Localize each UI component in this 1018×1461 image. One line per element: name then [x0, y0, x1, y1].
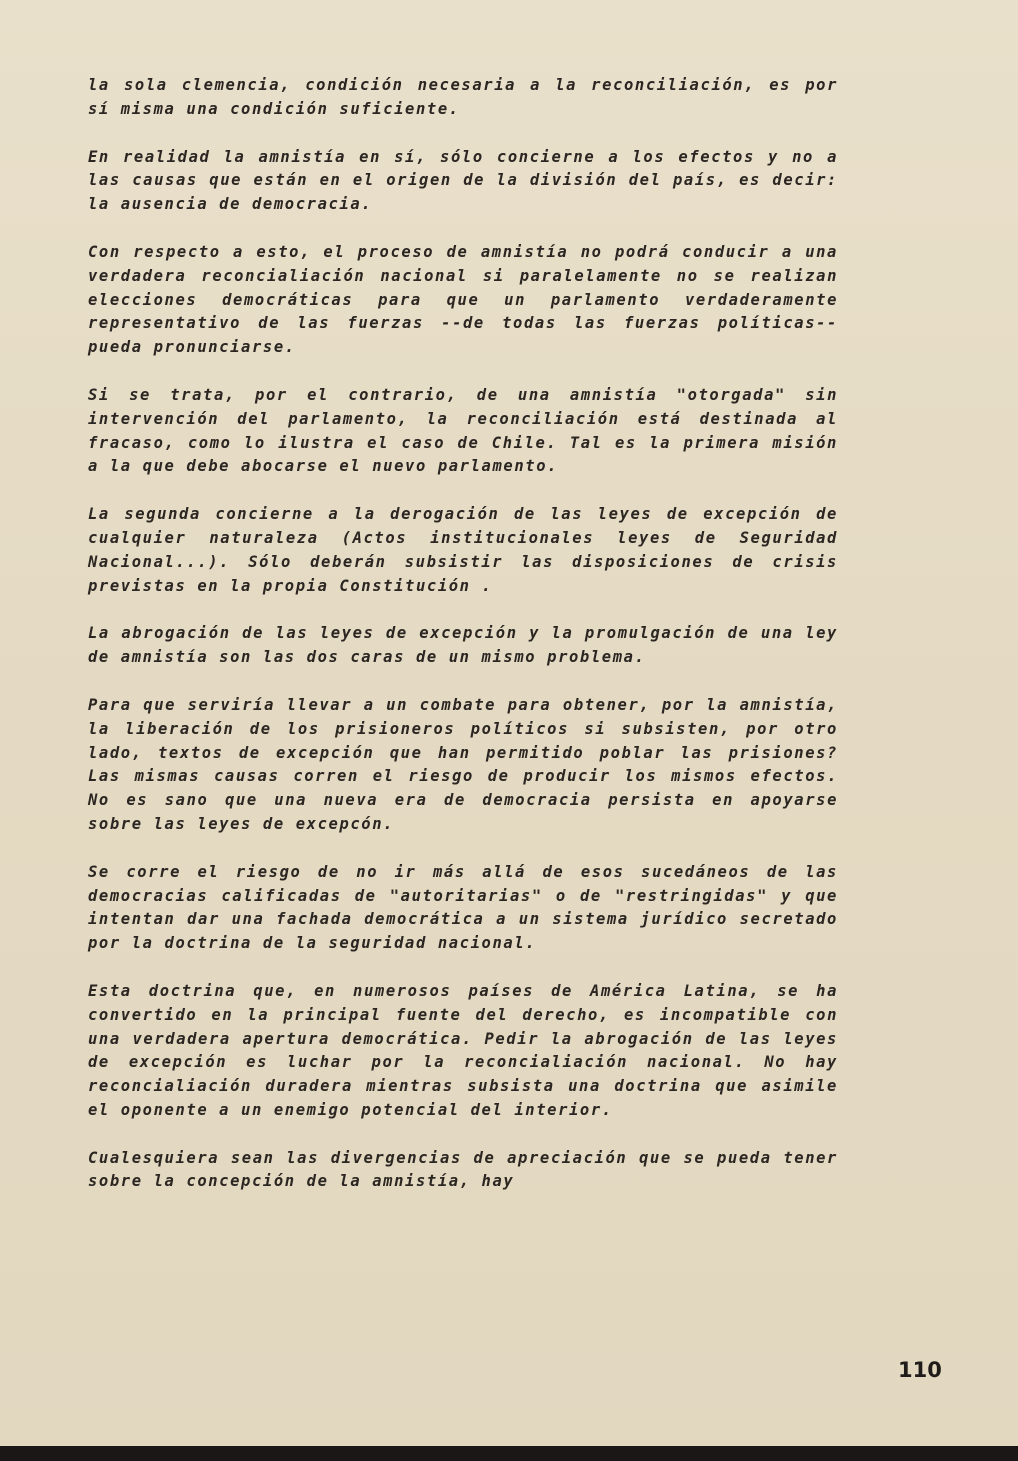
paragraph-1: la sola clemencia, condición necesaria a la reconciliación, es por sí misma una condición suficiente.: [88, 76, 838, 118]
paragraph-4: Si se trata, por el contrario, de una amnistía "otorgada" sin intervención del parlamento, la reconciliación está destinada al fracaso, como lo ilustra el caso de Chile. Tal es la primera misión a la que debe abocarse el nuevo parlamento.: [88, 385, 838, 476]
paragraph-9: Esta doctrina que, en numerosos países de América Latina, se ha convertido en la principal fuente del derecho, es incompatible con una verdadera apertura democrática. Pedir la abrogación de las leyes de excepción es luchar por la reconcialiación nacional. No hay reconcialiación duradera mientras subsista una doctrina que asimile el oponente a un enemigo potencial del interior.: [88, 981, 838, 1119]
paragraph-6: La abrogación de las leyes de excepción y la promulgación de una ley de amnistía son las dos caras de un mismo problema.: [88, 624, 838, 667]
scan-bottom-edge: [0, 1446, 1018, 1461]
paragraph-5: La segunda concierne a la derogación de las leyes de excepción de cualquier naturaleza (Actos institucionales leyes de Seguridad Nacional...). Sólo deberán subsistir las disposiciones de crisis previstas en la propia Constitución .: [88, 505, 838, 595]
paragraph-2: En realidad la amnistía en sí, sólo concierne a los efectos y no a las causas que están en el origen de la división del país, es decir: la ausencia de democracia.: [88, 147, 838, 214]
paragraph-3: Con respecto a esto, el proceso de amnistía no podrá conducir a una verdadera reconcialiación nacional si paralelamente no se realizan elecciones democráticas para que un parlamento verdaderamente representativo de las fuerzas --de todas las fuerzas políticas-- pueda pronunciarse.: [88, 242, 838, 357]
paragraph-10: Cualesquiera sean las divergencias de apreciación que se pueda tener sobre la concepción de la amnistía, hay: [88, 1148, 838, 1191]
body-text: [88, 74, 838, 1218]
paragraph-7: Para que serviría llevar a un combate para obtener, por la amnistía, la liberación de los prisioneros políticos si subsisten, por otro lado, textos de excepción que han permitido poblar las prisiones? Las mismas causas corren el riesgo de producir los mismos efectos. No es sano que una nueva era de democracia persista en apoyarse sobre las leyes de excepcón.: [88, 695, 838, 833]
paragraph-8: Se corre el riesgo de no ir más allá de esos sucedáneos de las democracias calificadas de "autoritarias" o de "restringidas" y que intentan dar una fachada democrática a un sistema jurídico secretado por la doctrina de la seguridad nacional.: [88, 862, 838, 953]
page-number: 110: [898, 1358, 942, 1382]
